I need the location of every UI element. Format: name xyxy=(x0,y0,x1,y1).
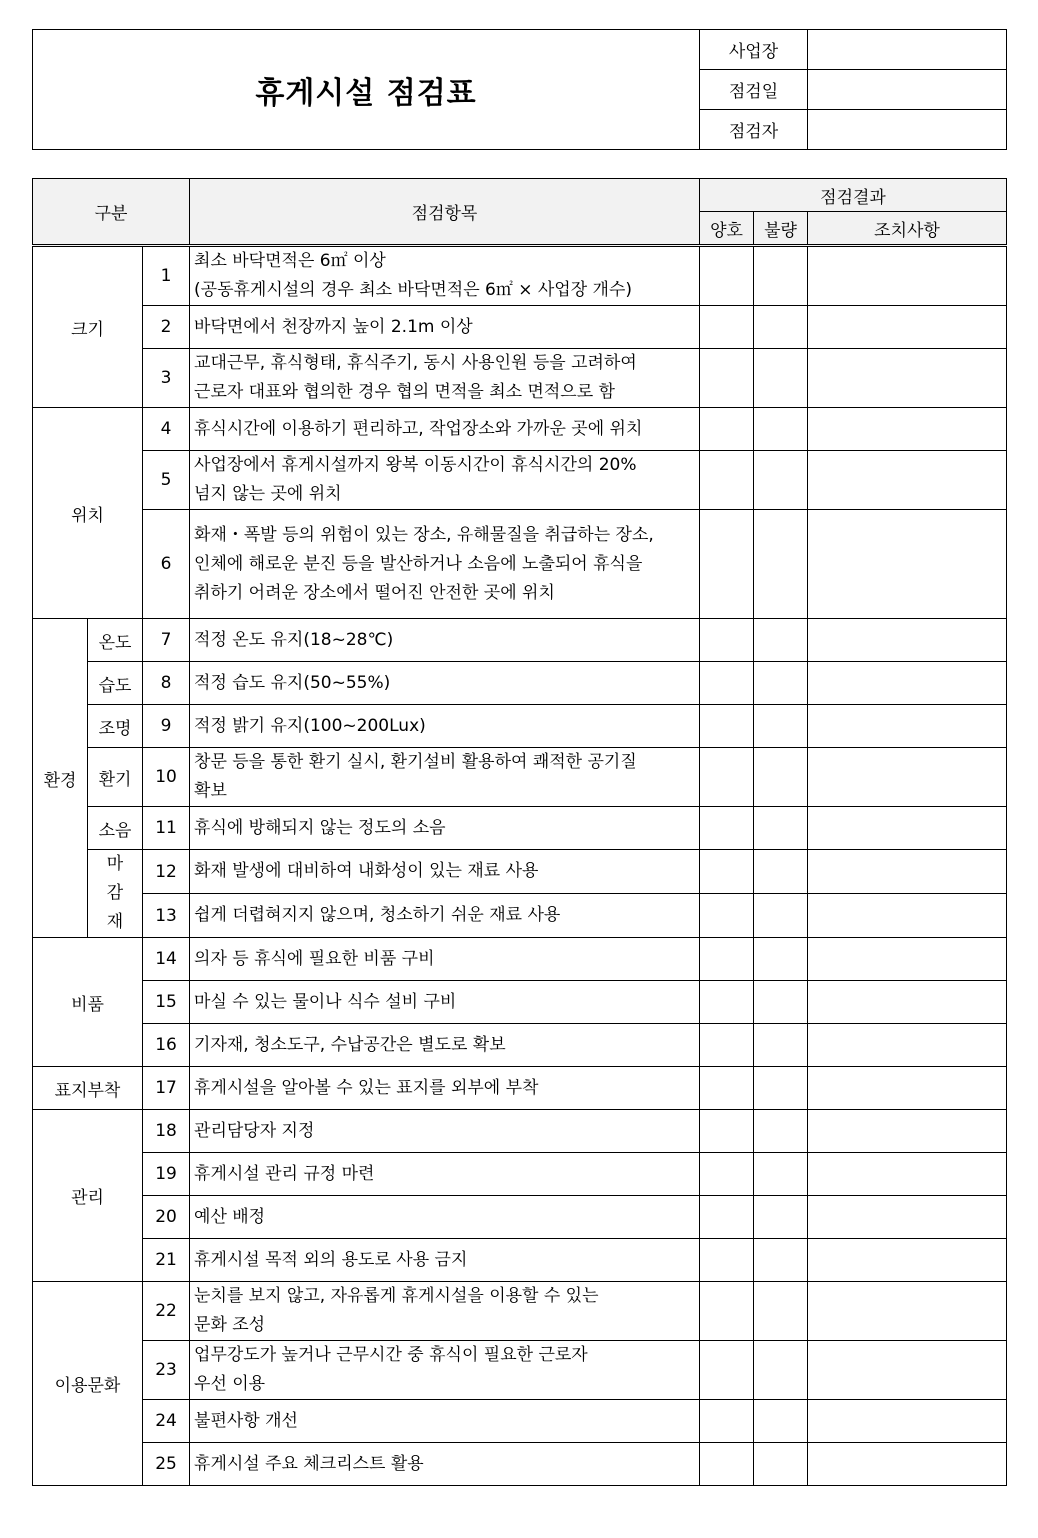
item-text-line: 쉽게 더렵혀지지 않으며, 청소하기 쉬운 재료 사용 xyxy=(194,905,561,925)
subcategory-cell: 습도 xyxy=(88,662,143,705)
action-input-cell[interactable] xyxy=(808,1196,1007,1239)
table-row xyxy=(33,807,1007,850)
item-text-line: 화재 발생에 대비하여 내화성이 있는 재료 사용 xyxy=(194,861,539,881)
subcategory-cell: 조명 xyxy=(88,705,143,748)
subcategory-cell: 소음 xyxy=(88,807,143,850)
bad-checkbox-cell[interactable] xyxy=(754,662,808,705)
action-input-cell[interactable] xyxy=(808,349,1007,408)
table-row xyxy=(33,619,1007,662)
action-input-cell[interactable] xyxy=(808,981,1007,1024)
bad-checkbox-cell[interactable] xyxy=(754,1239,808,1282)
bad-checkbox-cell[interactable] xyxy=(754,1110,808,1153)
bad-checkbox-cell[interactable] xyxy=(754,1400,808,1443)
bad-checkbox-cell[interactable] xyxy=(754,705,808,748)
table-row xyxy=(33,1153,1007,1196)
item-number: 23 xyxy=(143,1341,190,1400)
table-row xyxy=(33,705,1007,748)
item-text xyxy=(190,705,700,748)
bad-checkbox-cell[interactable] xyxy=(754,807,808,850)
item-text-line: 근로자 대표와 협의한 경우 협의 면적을 최소 면적으로 함 xyxy=(194,382,615,402)
item-text-line: 확보 xyxy=(194,781,227,801)
item-text xyxy=(190,938,700,981)
item-number: 3 xyxy=(143,349,190,408)
table-row xyxy=(33,1239,1007,1282)
item-text-line: 업무강도가 높거나 근무시간 중 휴식이 필요한 근로자 xyxy=(194,1345,588,1365)
item-text-line: 휴게시설 관리 규정 마련 xyxy=(194,1163,375,1184)
header-category: 구분 xyxy=(33,179,190,246)
item-text-line: 기자재, 청소도구, 수납공간은 별도로 확보 xyxy=(194,1034,506,1055)
item-text xyxy=(190,1153,700,1196)
item-text-line: 교대근무, 휴식형태, 휴식주기, 동시 사용인원 등을 고려하여 xyxy=(194,353,637,373)
table-row xyxy=(33,510,1007,619)
bad-checkbox-cell[interactable] xyxy=(754,1196,808,1239)
good-checkbox-cell[interactable] xyxy=(700,306,754,349)
table-row xyxy=(33,938,1007,981)
good-checkbox-cell[interactable] xyxy=(700,510,754,619)
subcategory-cell: 온도 xyxy=(88,619,143,662)
good-checkbox-cell[interactable] xyxy=(700,807,754,850)
good-checkbox-cell[interactable] xyxy=(700,894,754,938)
item-text-line: 휴게시설 주요 체크리스트 활용 xyxy=(194,1453,424,1474)
action-input-cell[interactable] xyxy=(808,1110,1007,1153)
checklist-table xyxy=(32,178,1007,1486)
bad-checkbox-cell[interactable] xyxy=(754,850,808,894)
table-row xyxy=(33,306,1007,349)
item-text xyxy=(190,1341,700,1400)
good-checkbox-cell[interactable] xyxy=(700,1443,754,1486)
good-checkbox-cell[interactable] xyxy=(700,1196,754,1239)
item-text-line: 예산 배정 xyxy=(194,1206,266,1227)
action-input-cell[interactable] xyxy=(808,306,1007,349)
item-text-line: 바닥면에서 천장까지 높이 2.1m 이상 xyxy=(194,316,473,337)
item-number: 20 xyxy=(143,1196,190,1239)
good-checkbox-cell[interactable] xyxy=(700,1110,754,1153)
item-text-line: 마실 수 있는 물이나 식수 설비 구비 xyxy=(194,991,457,1012)
good-checkbox-cell[interactable] xyxy=(700,349,754,408)
good-checkbox-cell[interactable] xyxy=(700,451,754,510)
table-row xyxy=(33,1282,1007,1341)
good-checkbox-cell[interactable] xyxy=(700,1239,754,1282)
table-row xyxy=(33,850,1007,894)
item-text xyxy=(190,306,700,349)
action-input-cell[interactable] xyxy=(808,807,1007,850)
subcategory-cell: 마감재 xyxy=(88,850,143,938)
item-text-line: 문화 조성 xyxy=(194,1315,266,1335)
action-input-cell[interactable] xyxy=(808,850,1007,894)
good-checkbox-cell[interactable] xyxy=(700,246,754,306)
header-result: 점검결과 xyxy=(700,179,1007,212)
item-text xyxy=(190,1400,700,1443)
bad-checkbox-cell[interactable] xyxy=(754,306,808,349)
item-number: 10 xyxy=(143,748,190,807)
action-input-cell[interactable] xyxy=(808,1443,1007,1486)
item-number: 12 xyxy=(143,850,190,894)
item-text-line: 적정 습도 유지(50~55%) xyxy=(194,672,391,693)
action-input-cell[interactable] xyxy=(808,408,1007,451)
item-text xyxy=(190,246,700,306)
item-text-line: 휴게시설을 알아볼 수 있는 표지를 외부에 부착 xyxy=(194,1077,539,1098)
item-text-line: 화재・폭발 등의 위험이 있는 장소, 유해물질을 취급하는 장소, xyxy=(194,524,654,545)
item-text xyxy=(190,408,700,451)
category-cell: 위치 xyxy=(33,408,143,619)
category-cell: 관리 xyxy=(33,1110,143,1282)
item-text xyxy=(190,894,700,938)
item-text xyxy=(190,807,700,850)
table-row xyxy=(33,246,1007,306)
item-text-line: 의자 등 휴식에 필요한 비품 구비 xyxy=(194,948,435,969)
bad-checkbox-cell[interactable] xyxy=(754,1341,808,1400)
bad-checkbox-cell[interactable] xyxy=(754,1024,808,1067)
item-text xyxy=(190,510,700,619)
action-input-cell[interactable] xyxy=(808,1400,1007,1443)
field-label-date: 점검일 xyxy=(700,70,808,110)
action-input-cell[interactable] xyxy=(808,705,1007,748)
table-row xyxy=(33,1196,1007,1239)
action-input-cell[interactable] xyxy=(808,938,1007,981)
good-checkbox-cell[interactable] xyxy=(700,850,754,894)
item-text xyxy=(190,662,700,705)
field-value-site[interactable] xyxy=(808,30,1007,70)
table-row xyxy=(33,662,1007,705)
item-text-line: 넘지 않는 곳에 위치 xyxy=(194,484,342,504)
item-text-line: 사업장에서 휴게시설까지 왕복 이동시간이 휴식시간의 20% xyxy=(194,455,637,475)
page-title: 휴게시설 점검표 xyxy=(33,30,700,150)
table-row xyxy=(33,349,1007,408)
table-row xyxy=(33,1443,1007,1486)
item-text xyxy=(190,1282,700,1341)
good-checkbox-cell[interactable] xyxy=(700,1282,754,1341)
item-text xyxy=(190,1110,700,1153)
item-number: 25 xyxy=(143,1443,190,1486)
table-row xyxy=(33,1067,1007,1110)
field-label-inspector: 점검자 xyxy=(700,110,808,150)
item-number: 17 xyxy=(143,1067,190,1110)
item-text xyxy=(190,981,700,1024)
action-input-cell[interactable] xyxy=(808,451,1007,510)
action-input-cell[interactable] xyxy=(808,246,1007,306)
item-text xyxy=(190,451,700,510)
good-checkbox-cell[interactable] xyxy=(700,1400,754,1443)
item-text-line: 적정 온도 유지(18~28℃) xyxy=(194,629,394,650)
action-input-cell[interactable] xyxy=(808,619,1007,662)
table-row xyxy=(33,451,1007,510)
item-number: 13 xyxy=(143,894,190,938)
item-text-line: 창문 등을 통한 환기 실시, 환기설비 활용하여 쾌적한 공기질 xyxy=(194,752,637,772)
good-checkbox-cell[interactable] xyxy=(700,1067,754,1110)
item-number: 19 xyxy=(143,1153,190,1196)
table-row xyxy=(33,748,1007,807)
item-text xyxy=(190,1067,700,1110)
item-number: 24 xyxy=(143,1400,190,1443)
item-text-line: 휴식에 방해되지 않는 정도의 소음 xyxy=(194,817,446,838)
table-row xyxy=(33,894,1007,938)
item-text xyxy=(190,619,700,662)
item-text-line: 휴식시간에 이용하기 편리하고, 작업장소와 가까운 곳에 위치 xyxy=(194,418,643,439)
action-input-cell[interactable] xyxy=(808,662,1007,705)
bad-checkbox-cell[interactable] xyxy=(754,1443,808,1486)
category-cell: 환경 xyxy=(33,619,88,938)
category-cell: 표지부착 xyxy=(33,1067,143,1110)
item-number: 7 xyxy=(143,619,190,662)
item-text xyxy=(190,1196,700,1239)
action-input-cell[interactable] xyxy=(808,1067,1007,1110)
header-action: 조치사항 xyxy=(808,212,1007,246)
item-number: 1 xyxy=(143,246,190,306)
good-checkbox-cell[interactable] xyxy=(700,662,754,705)
item-text-line: 우선 이용 xyxy=(194,1374,266,1394)
item-text xyxy=(190,1024,700,1067)
item-number: 14 xyxy=(143,938,190,981)
header-bad: 불량 xyxy=(754,212,808,246)
bad-checkbox-cell[interactable] xyxy=(754,938,808,981)
good-checkbox-cell[interactable] xyxy=(700,705,754,748)
item-number: 15 xyxy=(143,981,190,1024)
item-number: 2 xyxy=(143,306,190,349)
table-row xyxy=(33,1110,1007,1153)
bad-checkbox-cell[interactable] xyxy=(754,349,808,408)
item-text xyxy=(190,1239,700,1282)
good-checkbox-cell[interactable] xyxy=(700,408,754,451)
action-input-cell[interactable] xyxy=(808,748,1007,807)
bad-checkbox-cell[interactable] xyxy=(754,510,808,619)
category-cell: 비품 xyxy=(33,938,143,1067)
item-number: 21 xyxy=(143,1239,190,1282)
item-text xyxy=(190,349,700,408)
item-text-line: 최소 바닥면적은 6㎡ 이상 xyxy=(194,251,386,271)
action-input-cell[interactable] xyxy=(808,1239,1007,1282)
table-row xyxy=(33,1024,1007,1067)
item-text xyxy=(190,1443,700,1486)
item-number: 18 xyxy=(143,1110,190,1153)
item-number: 5 xyxy=(143,451,190,510)
good-checkbox-cell[interactable] xyxy=(700,1024,754,1067)
bad-checkbox-cell[interactable] xyxy=(754,408,808,451)
item-text xyxy=(190,748,700,807)
bad-checkbox-cell[interactable] xyxy=(754,748,808,807)
field-value-date[interactable] xyxy=(808,70,1007,110)
action-input-cell[interactable] xyxy=(808,1024,1007,1067)
good-checkbox-cell[interactable] xyxy=(700,619,754,662)
good-checkbox-cell[interactable] xyxy=(700,1153,754,1196)
item-text-line: 관리담당자 지정 xyxy=(194,1120,315,1141)
bad-checkbox-cell[interactable] xyxy=(754,981,808,1024)
action-input-cell[interactable] xyxy=(808,510,1007,619)
table-row xyxy=(33,408,1007,451)
item-number: 8 xyxy=(143,662,190,705)
item-number: 9 xyxy=(143,705,190,748)
action-input-cell[interactable] xyxy=(808,894,1007,938)
bad-checkbox-cell[interactable] xyxy=(754,451,808,510)
item-number: 4 xyxy=(143,408,190,451)
bad-checkbox-cell[interactable] xyxy=(754,1067,808,1110)
bad-checkbox-cell[interactable] xyxy=(754,894,808,938)
field-label-site: 사업장 xyxy=(700,30,808,70)
category-cell: 이용문화 xyxy=(33,1282,143,1486)
bad-checkbox-cell[interactable] xyxy=(754,1282,808,1341)
table-row xyxy=(33,1341,1007,1400)
bad-checkbox-cell[interactable] xyxy=(754,1153,808,1196)
item-number: 16 xyxy=(143,1024,190,1067)
item-text-line: 휴게시설 목적 외의 용도로 사용 금지 xyxy=(194,1249,468,1270)
item-text-line: (공동휴게시설의 경우 최소 바닥면적은 6㎡ × 사업장 개수) xyxy=(194,280,633,300)
header-table xyxy=(32,29,1007,150)
bad-checkbox-cell[interactable] xyxy=(754,246,808,306)
item-text-line: 눈치를 보지 않고, 자유롭게 휴게시설을 이용할 수 있는 xyxy=(194,1286,599,1306)
header-item: 점검항목 xyxy=(190,179,700,246)
action-input-cell[interactable] xyxy=(808,1282,1007,1341)
category-cell: 크기 xyxy=(33,246,143,408)
table-row xyxy=(33,981,1007,1024)
item-number: 11 xyxy=(143,807,190,850)
header-good: 양호 xyxy=(700,212,754,246)
item-text xyxy=(190,850,700,894)
item-number: 22 xyxy=(143,1282,190,1341)
item-text-line: 인체에 해로운 분진 등을 발산하거나 소음에 노출되어 휴식을 xyxy=(194,553,643,574)
subcategory-cell: 환기 xyxy=(88,748,143,807)
good-checkbox-cell[interactable] xyxy=(700,1341,754,1400)
item-number: 6 xyxy=(143,510,190,619)
action-input-cell[interactable] xyxy=(808,1341,1007,1400)
item-text-line: 취하기 어려운 장소에서 떨어진 안전한 곳에 위치 xyxy=(194,582,555,603)
table-row xyxy=(33,1400,1007,1443)
item-text-line: 불편사항 개선 xyxy=(194,1410,298,1431)
good-checkbox-cell[interactable] xyxy=(700,981,754,1024)
good-checkbox-cell[interactable] xyxy=(700,748,754,807)
action-input-cell[interactable] xyxy=(808,1153,1007,1196)
good-checkbox-cell[interactable] xyxy=(700,938,754,981)
bad-checkbox-cell[interactable] xyxy=(754,619,808,662)
field-value-inspector[interactable] xyxy=(808,110,1007,150)
item-text-line: 적정 밝기 유지(100~200Lux) xyxy=(194,715,426,736)
